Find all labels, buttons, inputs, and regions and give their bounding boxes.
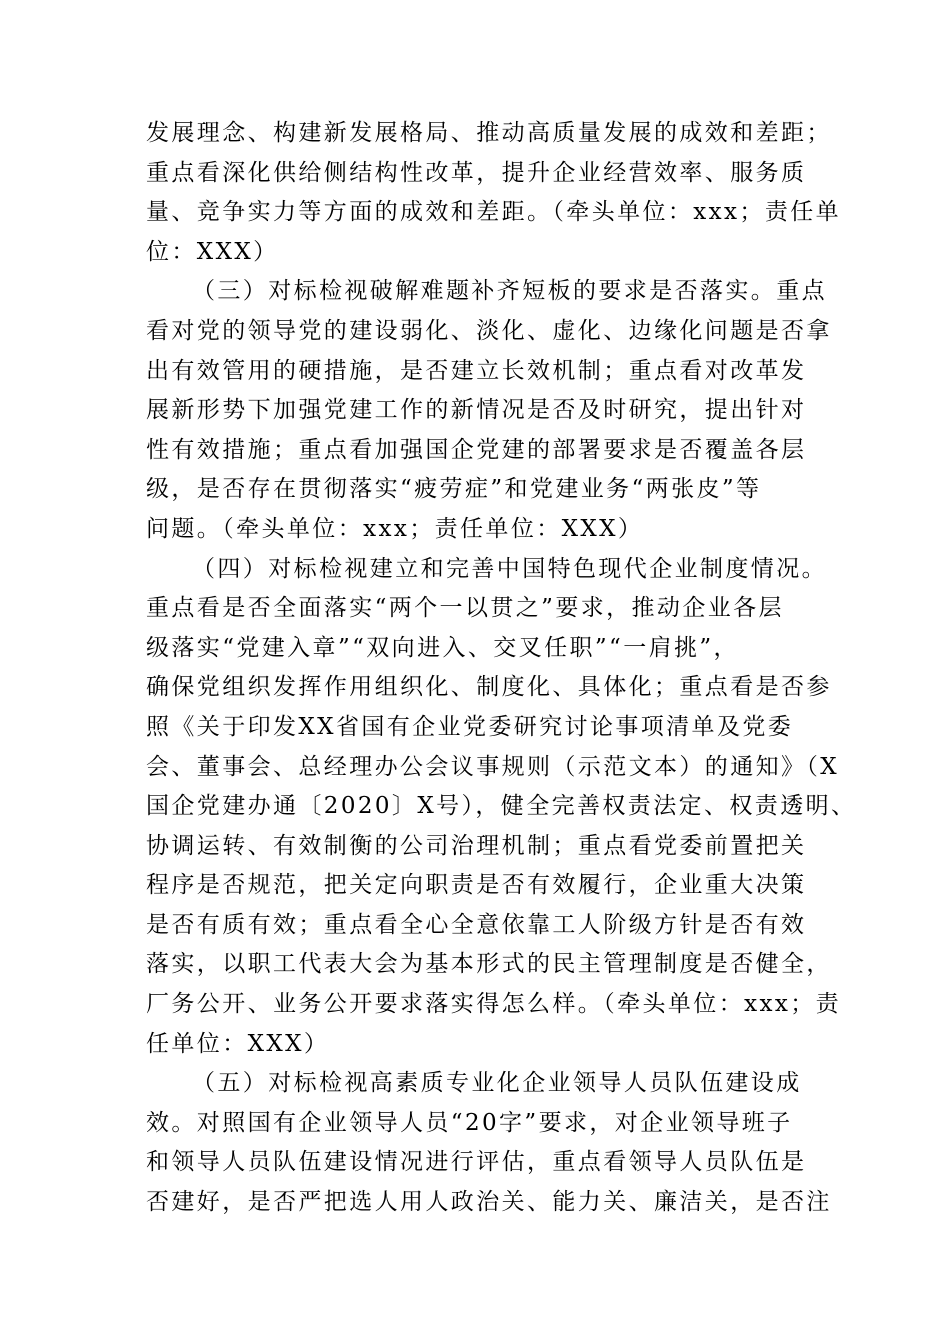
text-line: 展新形势下加强党建工作的新情况是否及时研究，提出针对: [146, 397, 807, 424]
text-line: 级，是否存在贯彻落实“疲劳症”和党建业务“两张皮”等: [146, 476, 762, 503]
text-line: 位：XXX）: [146, 238, 279, 265]
text-line: 否建好，是否严把选人用人政治关、能力关、廉洁关，是否注: [146, 1189, 832, 1216]
text-line: 和领导人员队伍建设情况进行评估，重点看领导人员队伍是: [146, 1149, 807, 1176]
paragraph-section-5: [146, 1064, 832, 1222]
paragraph-section-4: [146, 550, 857, 1065]
text-line: （四）对标检视建立和完善中国特色现代企业制度情况。: [192, 555, 827, 582]
text-line: 级落实“党建入章”“双向进入、交叉任职”“一肩挑”，: [146, 634, 739, 661]
text-line: 问题。（牵头单位：xxx；责任单位：XXX）: [146, 515, 644, 542]
text-line: 看对党的领导党的建设弱化、淡化、虚化、边缘化问题是否拿: [146, 317, 832, 344]
text-line: 重点看是否全面落实“两个一以贯之”要求，推动企业各层: [146, 595, 784, 622]
text-line: 效。对照国有企业领导人员“20字”要求，对企业领导班子: [146, 1109, 793, 1136]
text-line: 协调运转、有效制衡的公司治理机制；重点看党委前置把关: [146, 832, 807, 859]
text-line: 落实，以职工代表大会为基本形式的民主管理制度是否健全，: [146, 951, 832, 978]
text-line: 任单位：XXX）: [146, 1030, 330, 1057]
paragraph-section-3: [146, 272, 832, 549]
text-line: （三）对标检视破解难题补齐短板的要求是否落实。重点: [192, 278, 827, 305]
text-line: 性有效措施；重点看加强国企党建的部署要求是否覆盖各层: [146, 436, 807, 463]
text-line: 量、竞争实力等方面的成效和差距。（牵头单位：xxx；责任单: [146, 199, 842, 226]
paragraph-continuation: [146, 114, 842, 272]
text-line: 照《关于印发XX省国有企业党委研究讨论事项清单及党委: [146, 713, 794, 740]
text-line: 重点看深化供给侧结构性改革，提升企业经营效率、服务质: [146, 159, 807, 186]
text-line: 厂务公开、业务公开要求落实得怎么样。（牵头单位：xxx；责: [146, 991, 842, 1018]
text-line: 发展理念、构建新发展格局、推动高质量发展的成效和差距；: [146, 120, 832, 146]
text-line: 出有效管用的硬措施，是否建立长效机制；重点看对改革发: [146, 357, 807, 384]
document-body: [146, 114, 857, 1223]
text-line: 是否有质有效；重点看全心全意依靠工人阶级方针是否有效: [146, 911, 807, 938]
text-line: 会、董事会、总经理办公会议事规则（示范文本）的通知》（X: [146, 753, 840, 780]
text-line: （五）对标检视高素质专业化企业领导人员队伍建设成: [192, 1070, 802, 1097]
text-line: 程序是否规范，把关定向职责是否有效履行，企业重大决策: [146, 872, 807, 899]
text-line: 确保党组织发挥作用组织化、制度化、具体化；重点看是否参: [146, 674, 832, 701]
text-line: 国企党建办通〔2020〕X号），健全完善权责法定、权责透明、: [146, 793, 857, 820]
